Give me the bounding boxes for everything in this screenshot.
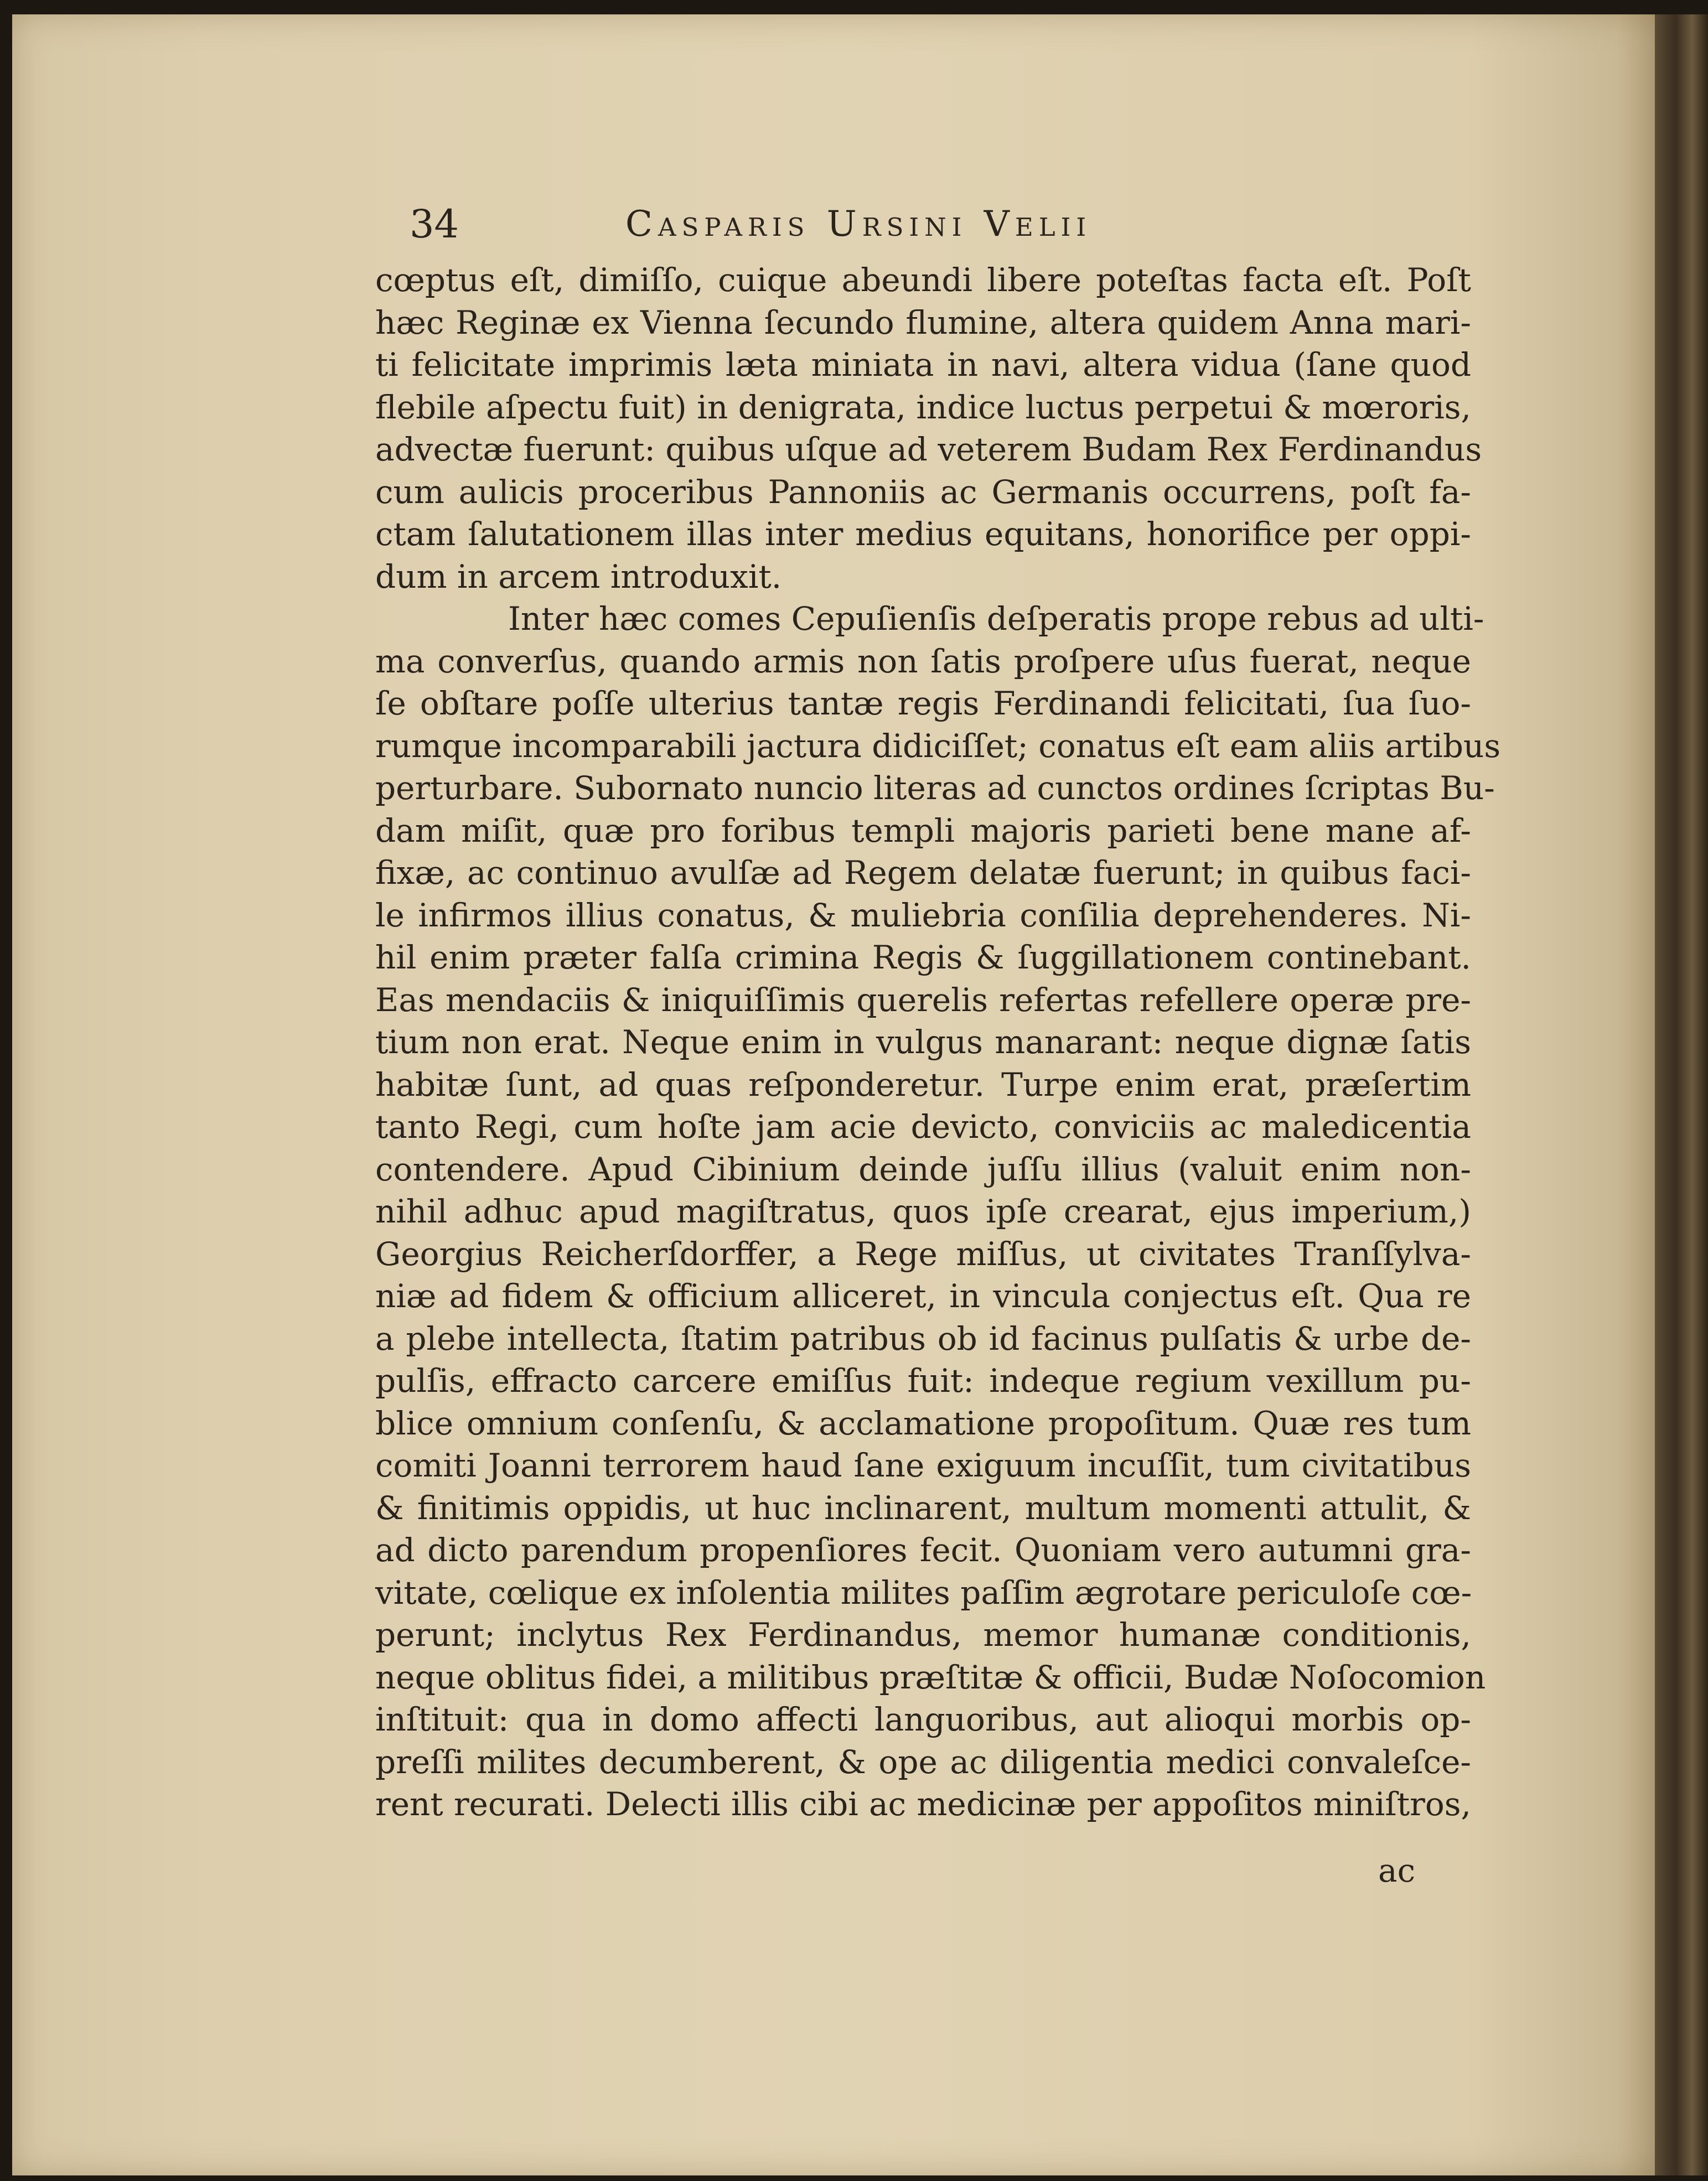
text-line: hil enim præter falſa crimina Regis & ſuggillationem continebant. [375, 939, 1471, 976]
catchword: ac [1378, 1852, 1416, 1889]
text-line: ma converſus, quando armis non ſatis proſpere uſus fuerat, neque [375, 642, 1471, 680]
text-line: preſſi milites decumberent, & ope ac diligentia medici convaleſce- [375, 1743, 1471, 1781]
text-line: pulſis, effracto carcere emiſſus fuit: indeque regium vexillum pu- [375, 1362, 1471, 1400]
text-line: ſe obſtare poſſe ulterius tantæ regis Ferdinandi felicitati, ſua ſuo- [375, 685, 1471, 722]
running-title: Casparis Ursini Velii [625, 204, 1092, 245]
text-line: a plebe intellecta, ſtatim patribus ob id facinus pulſatis & urbe de- [375, 1319, 1471, 1358]
text-line: blice omnium conſenſu, & acclamatione propoſitum. Quæ res tum [375, 1404, 1471, 1442]
text-line: flebile aſpectu fuit) in denigrata, indice luctus perpetui & mœroris, [375, 388, 1471, 426]
text-line: rumque incomparabili jactura didiciſſet; conatus eſt eam aliis artibus [375, 727, 1501, 765]
text-line: Eas mendaciis & iniquiſſimis querelis refertas refellere operæ pre- [375, 981, 1471, 1019]
text-line: le infirmos illius conatus, & muliebria conſilia deprehenderes. Ni- [375, 896, 1471, 934]
text-line: ctam ſalutationem illas inter medius equitans, honorifice per oppi- [375, 515, 1471, 553]
text-line: ti felicitate imprimis læta miniata in navi, altera vidua (ſane quod [375, 346, 1471, 384]
text-line: habitæ ſunt, ad quas reſponderetur. Turpe enim erat, præſertim [375, 1065, 1471, 1104]
text-line: niæ ad fidem & officium alliceret, in vincula conjectus eſt. Qua re [375, 1277, 1471, 1315]
book-spine-edge [1655, 14, 1708, 2175]
text-line: perturbare. Subornato nuncio literas ad cunctos ordines ſcriptas Bu- [375, 769, 1495, 807]
text-line: Inter hæc comes Cepuſienſis deſperatis prope rebus ad ulti- [508, 600, 1484, 638]
text-line: cum aulicis proceribus Pannoniis ac Germanis occurrens, poſt fa- [375, 473, 1471, 511]
text-line: contendere. Apud Cibinium deinde juſſu illius (valuit enim non- [375, 1150, 1471, 1188]
text-line: fixæ, ac continuo avulſæ ad Regem delatæ fuerunt; in quibus faci- [375, 854, 1471, 892]
body-text [375, 259, 1501, 1826]
text-line: & finitimis oppidis, ut huc inclinarent, multum momenti attulit, & [375, 1489, 1471, 1527]
text-line: tium non erat. Neque enim in vulgus manarant: neque dignæ ſatis [375, 1023, 1471, 1061]
page-number: 34 [410, 201, 459, 247]
text-line: vitate, cœlique ex inſolentia milites paſſim ægrotare periculoſe cœ- [375, 1573, 1472, 1612]
text-line: Georgius Reicherſdorffer, a Rege miſſus, ut civitates Tranſſylva- [375, 1235, 1471, 1273]
text-line: advectæ fuerunt: quibus uſque ad veterem Budam Rex Ferdinandus [375, 431, 1482, 468]
text-line: ad dicto parendum propenſiores fecit. Quoniam vero autumni gra- [375, 1531, 1471, 1569]
text-line: perunt; inclytus Rex Ferdinandus, memor humanæ conditionis, [375, 1616, 1471, 1654]
text-line: neque oblitus fidei, a militibus præſtitæ & officii, Budæ Noſocomion [375, 1658, 1486, 1696]
text-line: hæc Reginæ ex Vienna ſecundo flumine, altera quidem Anna mari- [375, 303, 1471, 341]
text-line: cœptus eſt, dimiſſo, cuique abeundi libere poteſtas facta eſt. Poſt [375, 261, 1471, 299]
text-line: nihil adhuc apud magiſtratus, quos ipſe crearat, ejus imperium,) [375, 1193, 1471, 1230]
text-line: inſtituit: qua in domo affecti languoribus, aut alioqui morbis op- [375, 1701, 1471, 1738]
text-line: rent recurati. Delecti illis cibi ac medicinæ per appoſitos miniſtros, [375, 1785, 1471, 1823]
text-line: dam miſit, quæ pro foribus templi majoris parieti bene mane af- [375, 811, 1471, 849]
page-header [410, 194, 1229, 255]
text-line: dum in arcem introduxit. [375, 557, 782, 595]
text-line: tanto Regi, cum hoſte jam acie devicto, conviciis ac maledicentia [375, 1108, 1471, 1146]
text-line: comiti Joanni terrorem haud ſane exiguum incuſſit, tum civitatibus [375, 1447, 1471, 1484]
